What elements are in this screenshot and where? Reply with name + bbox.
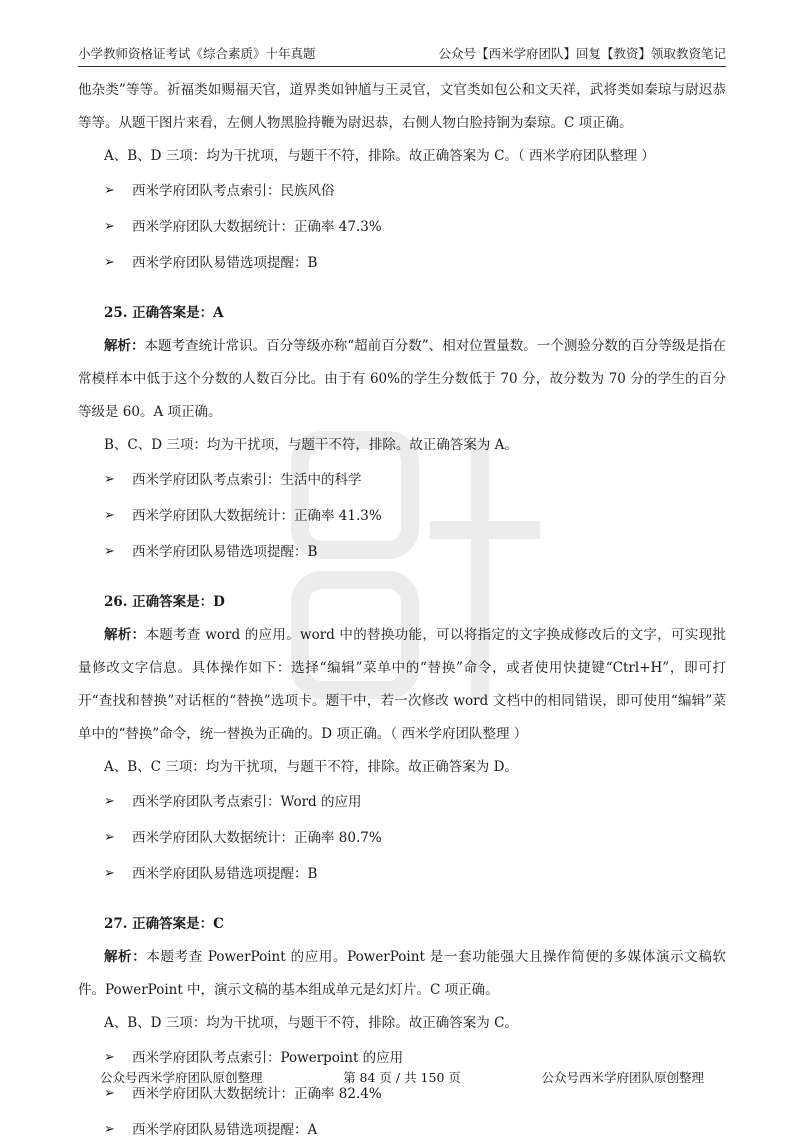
arrow-bullet-icon: ➢: [104, 508, 115, 523]
header-left: 小学教师资格证考试《综合素质》十年真题: [78, 46, 316, 61]
page-header: [78, 38, 726, 67]
footer-right: 公众号西米学府团队原创整理: [541, 1070, 704, 1085]
arrow-bullet-icon: ➢: [104, 866, 115, 881]
list-item: ➢ 西米学府团队考点索引：Powerpoint 的应用: [78, 1040, 726, 1076]
footer-left: 公众号西米学府团队原创整理: [100, 1070, 263, 1085]
list-item: ➢ 西米学府团队大数据统计：正确率 47.3%: [78, 209, 726, 245]
page-footer: [100, 1068, 704, 1086]
list-item: ➢ 西米学府团队考点索引：民族风俗: [78, 173, 726, 209]
answer-heading: 25. 正确答案是：A: [104, 305, 224, 321]
arrow-bullet-icon: ➢: [104, 1086, 115, 1101]
list-item: ➢ 西米学府团队大数据统计：正确率 80.7%: [78, 820, 726, 856]
watermark-text: 西米: [290, 420, 292, 421]
arrow-bullet-icon: ➢: [104, 544, 115, 559]
arrow-bullet-icon: ➢: [104, 1122, 115, 1137]
answer-heading: 26. 正确答案是：D: [104, 594, 225, 610]
page-number: 第 84 页 / 共 150 页: [343, 1070, 461, 1085]
arrow-bullet-icon: ➢: [104, 472, 115, 487]
elimination-paragraph: B、C、D 三项：均为干扰项，与题干不符，排除。故正确答案为 A。: [104, 437, 518, 453]
analysis-paragraph: 解析：本题考查 PowerPoint 的应用。PowerPoint 是一套功能强大且操作简便的多媒体演示文稿软件。PowerPoint 中，演示文稿的基本组成单元是幻灯片。C 项正确。: [78, 949, 726, 998]
list-item: ➢ 西米学府团队易错选项提醒：A: [78, 1112, 726, 1148]
page-content: [78, 74, 726, 1148]
list-item: ➢ 西米学府团队大数据统计：正确率 82.4%: [78, 1076, 726, 1112]
analysis-paragraph: 解析：本题考查 word 的应用。word 中的替换功能，可以将指定的文字换成修改后的文字，可实现批量修改文字信息。具体操作如下：选择“编辑”菜单中的“替换”命令，或者使用快捷键“Ctrl+H”，即可打开“查找和替换”对话框的“替换”选项卡。题干中，若一次修改 word 文档中的相同错误，即可使用“编辑”菜单中的“替换”命令，统一替换为正确的。D 项正确。（ 西米学府团队整理 ）: [78, 627, 727, 742]
list-item: ➢ 西米学府团队易错选项提醒：B: [78, 856, 726, 892]
arrow-bullet-icon: ➢: [104, 255, 115, 270]
arrow-bullet-icon: ➢: [104, 830, 115, 845]
elimination-paragraph: A、B、C 三项：均为干扰项，与题干不符，排除。故正确答案为 D。: [104, 759, 518, 775]
arrow-bullet-icon: ➢: [104, 1050, 115, 1065]
list-item: ➢ 西米学府团队易错选项提醒：B: [78, 534, 726, 570]
header-right: 公众号【西米学府团队】回复【教资】领取教资笔记: [438, 46, 726, 61]
arrow-bullet-icon: ➢: [104, 219, 115, 234]
analysis-paragraph: 解析：本题考查统计常识。百分等级亦称“超前百分数”、相对位置量数。一个测验分数的百分等级是指在常模样本中低于这个分数的人数百分比。由于有 60%的学生分数低于 70 分，故分数为 70 分的学生的百分等级是 60。A 项正确。: [78, 338, 726, 420]
list-item: ➢ 西米学府团队考点索引：Word 的应用: [78, 784, 726, 820]
list-item: ➢ 西米学府团队大数据统计：正确率 41.3%: [78, 498, 726, 534]
list-item: ➢ 西米学府团队易错选项提醒：B: [78, 245, 726, 281]
list-item: ➢ 西米学府团队考点索引：生活中的科学: [78, 462, 726, 498]
elimination-paragraph: A、B、D 三项：均为干扰项，与题干不符，排除。故正确答案为 C。: [104, 1015, 518, 1031]
arrow-bullet-icon: ➢: [104, 183, 115, 198]
intro-elimination: A、B、D 三项：均为干扰项，与题干不符，排除。故正确答案为 C。（ 西米学府团队整理 ）: [104, 148, 655, 164]
arrow-bullet-icon: ➢: [104, 794, 115, 809]
intro-paragraph: 他杂类”等等。祈福类如赐福天官，道界类如钟馗与王灵官，文官类如包公和文天祥，武将类如秦琼与尉迟恭等等。从题干图片来看，左侧人物黑脸持鞭为尉迟恭，右侧人物白脸持锏为秦琼。C 项正确。: [78, 82, 726, 131]
answer-heading: 27. 正确答案是：C: [104, 916, 224, 932]
